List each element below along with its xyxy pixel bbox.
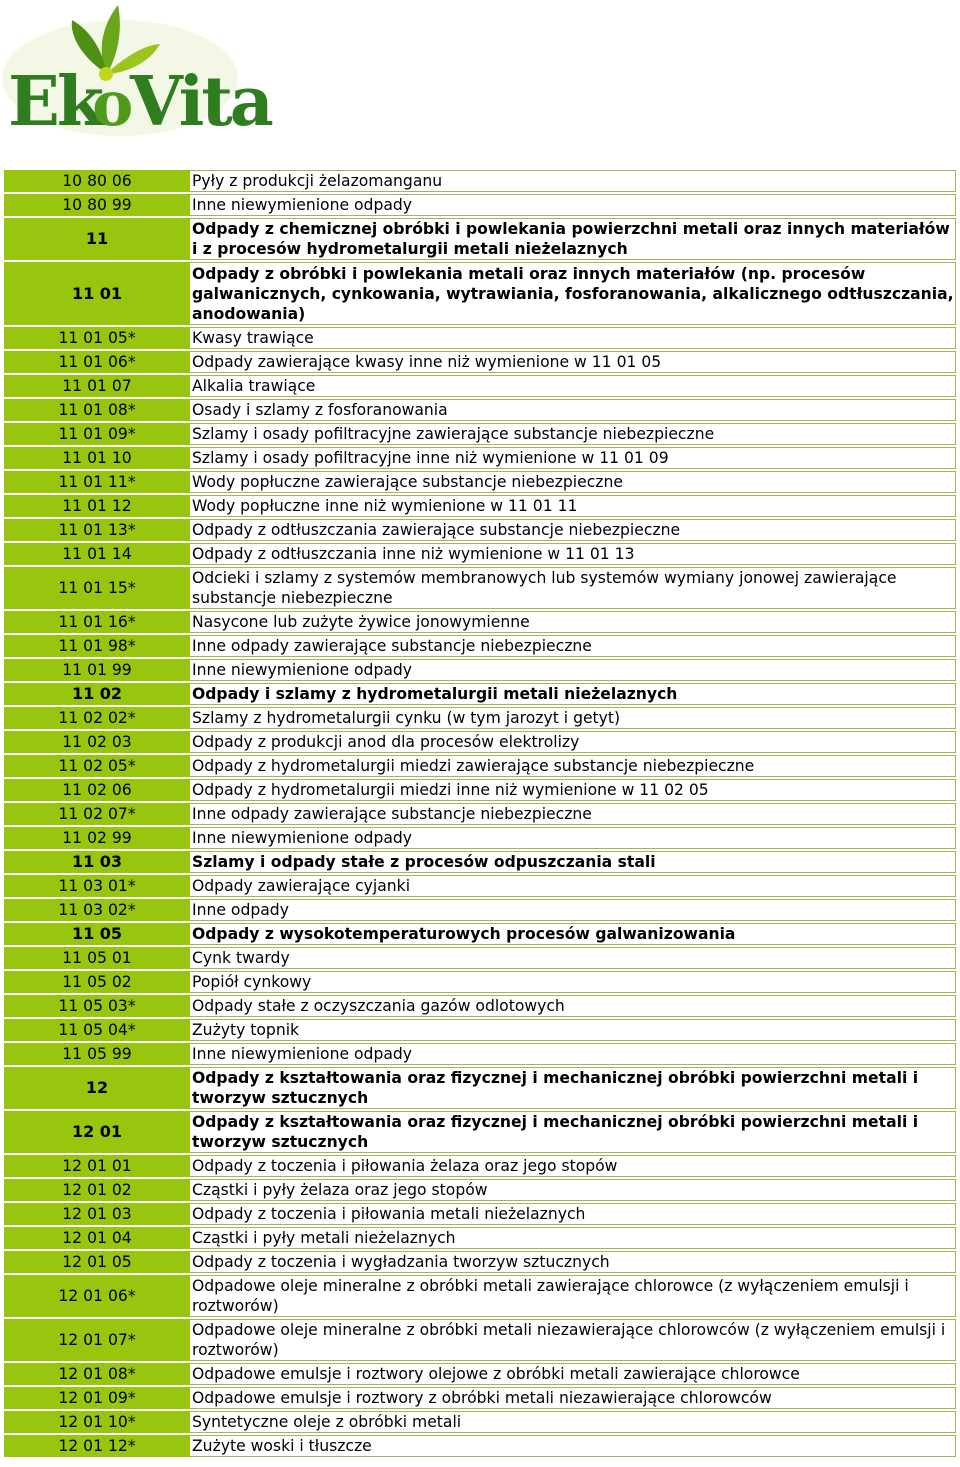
table-row bbox=[4, 1019, 956, 1041]
waste-code: 11 02 05* bbox=[4, 755, 190, 777]
table-row bbox=[4, 899, 956, 921]
waste-description: Odpady z chemicznej obróbki i powlekania powierzchni metali oraz innych materiałów i z procesów hydrometalurgii metali nieżelaznych bbox=[190, 218, 956, 260]
waste-code: 11 01 12 bbox=[4, 495, 190, 517]
waste-description: Odpady z hydrometalurgii miedzi inne niż wymienione w 11 02 05 bbox=[190, 779, 956, 801]
waste-description: Odpadowe emulsje i roztwory olejowe z obróbki metali zawierające chlorowce bbox=[190, 1363, 956, 1385]
waste-code: 11 02 02* bbox=[4, 707, 190, 729]
waste-code: 11 01 bbox=[4, 262, 190, 325]
table-row bbox=[4, 683, 956, 705]
waste-code: 12 01 02 bbox=[4, 1179, 190, 1201]
waste-description: Popiół cynkowy bbox=[190, 971, 956, 993]
waste-code: 11 02 99 bbox=[4, 827, 190, 849]
table-row bbox=[4, 471, 956, 493]
table-row bbox=[4, 851, 956, 873]
waste-description: Odpady z toczenia i piłowania metali nieżelaznych bbox=[190, 1203, 956, 1225]
waste-code: 11 02 07* bbox=[4, 803, 190, 825]
waste-code: 12 01 05 bbox=[4, 1251, 190, 1273]
waste-code: 11 02 bbox=[4, 683, 190, 705]
logo-graphic bbox=[0, 0, 271, 148]
table-row bbox=[4, 447, 956, 469]
table-row bbox=[4, 755, 956, 777]
table-row bbox=[4, 803, 956, 825]
table-row bbox=[4, 875, 956, 897]
waste-description: Inne niewymienione odpady bbox=[190, 659, 956, 681]
waste-description: Odpady z obróbki i powlekania metali oraz innych materiałów (np. procesów galwanicznych, cynkowania, wytrawiania, fosforanowania, alkalicznego odtłuszczania, anodowania) bbox=[190, 262, 956, 325]
table-row bbox=[4, 543, 956, 565]
waste-code: 11 01 05* bbox=[4, 327, 190, 349]
ekovita-logo bbox=[0, 0, 271, 148]
waste-code: 11 01 11* bbox=[4, 471, 190, 493]
waste-description: Odpady z kształtowania oraz fizycznej i mechanicznej obróbki powierzchni metali i tworzyw sztucznych bbox=[190, 1111, 956, 1153]
table-row bbox=[4, 399, 956, 421]
waste-code: 11 bbox=[4, 218, 190, 260]
waste-description: Inne niewymienione odpady bbox=[190, 1043, 956, 1065]
table-row bbox=[4, 1275, 956, 1317]
waste-description: Odpady zawierające kwasy inne niż wymienione w 11 01 05 bbox=[190, 351, 956, 373]
table-row bbox=[4, 1203, 956, 1225]
waste-code: 11 01 99 bbox=[4, 659, 190, 681]
table-row bbox=[4, 1067, 956, 1109]
table-row bbox=[4, 170, 956, 192]
waste-description: Odcieki i szlamy z systemów membranowych lub systemów wymiany jonowej zawierające substancje niebezpieczne bbox=[190, 567, 956, 609]
waste-description: Odpady z odtłuszczania zawierające substancje niebezpieczne bbox=[190, 519, 956, 541]
waste-code: 12 01 01 bbox=[4, 1155, 190, 1177]
waste-code: 11 05 01 bbox=[4, 947, 190, 969]
waste-description: Odpady i szlamy z hydrometalurgii metali nieżelaznych bbox=[190, 683, 956, 705]
waste-code: 11 05 99 bbox=[4, 1043, 190, 1065]
waste-code: 12 01 07* bbox=[4, 1319, 190, 1361]
waste-code: 11 03 bbox=[4, 851, 190, 873]
waste-description: Szlamy i osady pofiltracyjne inne niż wymienione w 11 01 09 bbox=[190, 447, 956, 469]
table-row bbox=[4, 218, 956, 260]
waste-description: Odpady z toczenia i wygładzania tworzyw sztucznych bbox=[190, 1251, 956, 1273]
waste-description: Odpady z hydrometalurgii miedzi zawierające substancje niebezpieczne bbox=[190, 755, 956, 777]
table-row bbox=[4, 495, 956, 517]
table-row bbox=[4, 327, 956, 349]
waste-description: Odpady stałe z oczyszczania gazów odlotowych bbox=[190, 995, 956, 1017]
waste-description: Odpadowe oleje mineralne z obróbki metali niezawierające chlorowców (z wyłączeniem emulsji i roztworów) bbox=[190, 1319, 956, 1361]
waste-code: 12 01 06* bbox=[4, 1275, 190, 1317]
waste-code: 12 01 09* bbox=[4, 1387, 190, 1409]
waste-description: Kwasy trawiące bbox=[190, 327, 956, 349]
table-row bbox=[4, 923, 956, 945]
waste-description: Szlamy i osady pofiltracyjne zawierające substancje niebezpieczne bbox=[190, 423, 956, 445]
waste-code: 11 01 16* bbox=[4, 611, 190, 633]
table-row bbox=[4, 1155, 956, 1177]
table-row bbox=[4, 519, 956, 541]
waste-code: 11 05 04* bbox=[4, 1019, 190, 1041]
waste-code: 12 01 10* bbox=[4, 1411, 190, 1433]
waste-description: Zużyte woski i tłuszcze bbox=[190, 1435, 956, 1457]
waste-description: Alkalia trawiące bbox=[190, 375, 956, 397]
waste-code: 11 02 06 bbox=[4, 779, 190, 801]
waste-description: Inne niewymienione odpady bbox=[190, 194, 956, 216]
table-row bbox=[4, 1111, 956, 1153]
waste-description: Odpady zawierające cyjanki bbox=[190, 875, 956, 897]
waste-code: 11 03 01* bbox=[4, 875, 190, 897]
table-row bbox=[4, 611, 956, 633]
waste-description: Cząstki i pyły metali nieżelaznych bbox=[190, 1227, 956, 1249]
svg-text:Vita: Vita bbox=[130, 62, 271, 142]
table-row bbox=[4, 1179, 956, 1201]
waste-code: 11 01 09* bbox=[4, 423, 190, 445]
waste-code: 11 01 14 bbox=[4, 543, 190, 565]
table-row bbox=[4, 659, 956, 681]
waste-description: Syntetyczne oleje z obróbki metali bbox=[190, 1411, 956, 1433]
table-row bbox=[4, 827, 956, 849]
waste-code: 11 01 15* bbox=[4, 567, 190, 609]
waste-code: 11 01 07 bbox=[4, 375, 190, 397]
table-row bbox=[4, 971, 956, 993]
table-row bbox=[4, 351, 956, 373]
waste-description: Inne niewymienione odpady bbox=[190, 827, 956, 849]
waste-code: 11 05 bbox=[4, 923, 190, 945]
waste-code: 12 01 08* bbox=[4, 1363, 190, 1385]
waste-code: 12 01 03 bbox=[4, 1203, 190, 1225]
waste-description: Zużyty topnik bbox=[190, 1019, 956, 1041]
table-row bbox=[4, 1227, 956, 1249]
table-row bbox=[4, 567, 956, 609]
waste-description: Inne odpady bbox=[190, 899, 956, 921]
waste-description: Odpady z odtłuszczania inne niż wymienione w 11 01 13 bbox=[190, 543, 956, 565]
waste-code: 11 01 06* bbox=[4, 351, 190, 373]
table-row bbox=[4, 1411, 956, 1433]
table-row bbox=[4, 423, 956, 445]
waste-code: 11 02 03 bbox=[4, 731, 190, 753]
waste-code: 11 01 98* bbox=[4, 635, 190, 657]
waste-description: Inne odpady zawierające substancje niebezpieczne bbox=[190, 803, 956, 825]
waste-code: 11 01 08* bbox=[4, 399, 190, 421]
table-row bbox=[4, 635, 956, 657]
table-row bbox=[4, 1043, 956, 1065]
waste-description: Odpady z wysokotemperaturowych procesów galwanizowania bbox=[190, 923, 956, 945]
table-row bbox=[4, 1435, 956, 1457]
waste-description: Inne odpady zawierające substancje niebezpieczne bbox=[190, 635, 956, 657]
logo-text: Ek bbox=[8, 62, 101, 142]
waste-code: 11 01 10 bbox=[4, 447, 190, 469]
waste-codes-table bbox=[4, 168, 956, 1459]
table-row bbox=[4, 995, 956, 1017]
table-row bbox=[4, 707, 956, 729]
waste-description: Wody popłuczne inne niż wymienione w 11 01 11 bbox=[190, 495, 956, 517]
waste-description: Osady i szlamy z fosforanowania bbox=[190, 399, 956, 421]
waste-description: Odpady z produkcji anod dla procesów elektrolizy bbox=[190, 731, 956, 753]
waste-description: Szlamy z hydrometalurgii cynku (w tym jarozyt i getyt) bbox=[190, 707, 956, 729]
waste-description: Cynk twardy bbox=[190, 947, 956, 969]
waste-description: Cząstki i pyły żelaza oraz jego stopów bbox=[190, 1179, 956, 1201]
waste-description: Odpady z toczenia i piłowania żelaza oraz jego stopów bbox=[190, 1155, 956, 1177]
waste-code: 11 05 02 bbox=[4, 971, 190, 993]
table-row bbox=[4, 1363, 956, 1385]
waste-description: Pyły z produkcji żelazomanganu bbox=[190, 170, 956, 192]
waste-description: Nasycone lub zużyte żywice jonowymienne bbox=[190, 611, 956, 633]
waste-code: 11 01 13* bbox=[4, 519, 190, 541]
table-row bbox=[4, 375, 956, 397]
table-row bbox=[4, 262, 956, 325]
svg-text:o: o bbox=[92, 67, 132, 140]
table-row bbox=[4, 947, 956, 969]
table-row bbox=[4, 779, 956, 801]
table-row bbox=[4, 1251, 956, 1273]
waste-description: Odpadowe oleje mineralne z obróbki metali zawierające chlorowce (z wyłączeniem emulsji i roztworów) bbox=[190, 1275, 956, 1317]
waste-description: Odpady z kształtowania oraz fizycznej i mechanicznej obróbki powierzchni metali i tworzyw sztucznych bbox=[190, 1067, 956, 1109]
waste-code: 10 80 99 bbox=[4, 194, 190, 216]
waste-description: Szlamy i odpady stałe z procesów odpuszczania stali bbox=[190, 851, 956, 873]
waste-description: Odpadowe emulsje i roztwory z obróbki metali niezawierające chlorowców bbox=[190, 1387, 956, 1409]
waste-code: 10 80 06 bbox=[4, 170, 190, 192]
waste-code: 12 01 04 bbox=[4, 1227, 190, 1249]
waste-code: 12 01 12* bbox=[4, 1435, 190, 1457]
waste-description: Wody popłuczne zawierające substancje niebezpieczne bbox=[190, 471, 956, 493]
table-row bbox=[4, 1319, 956, 1361]
waste-code: 12 bbox=[4, 1067, 190, 1109]
waste-code: 11 03 02* bbox=[4, 899, 190, 921]
table-row bbox=[4, 731, 956, 753]
waste-code: 12 01 bbox=[4, 1111, 190, 1153]
table-row bbox=[4, 1387, 956, 1409]
table-row bbox=[4, 194, 956, 216]
waste-code: 11 05 03* bbox=[4, 995, 190, 1017]
